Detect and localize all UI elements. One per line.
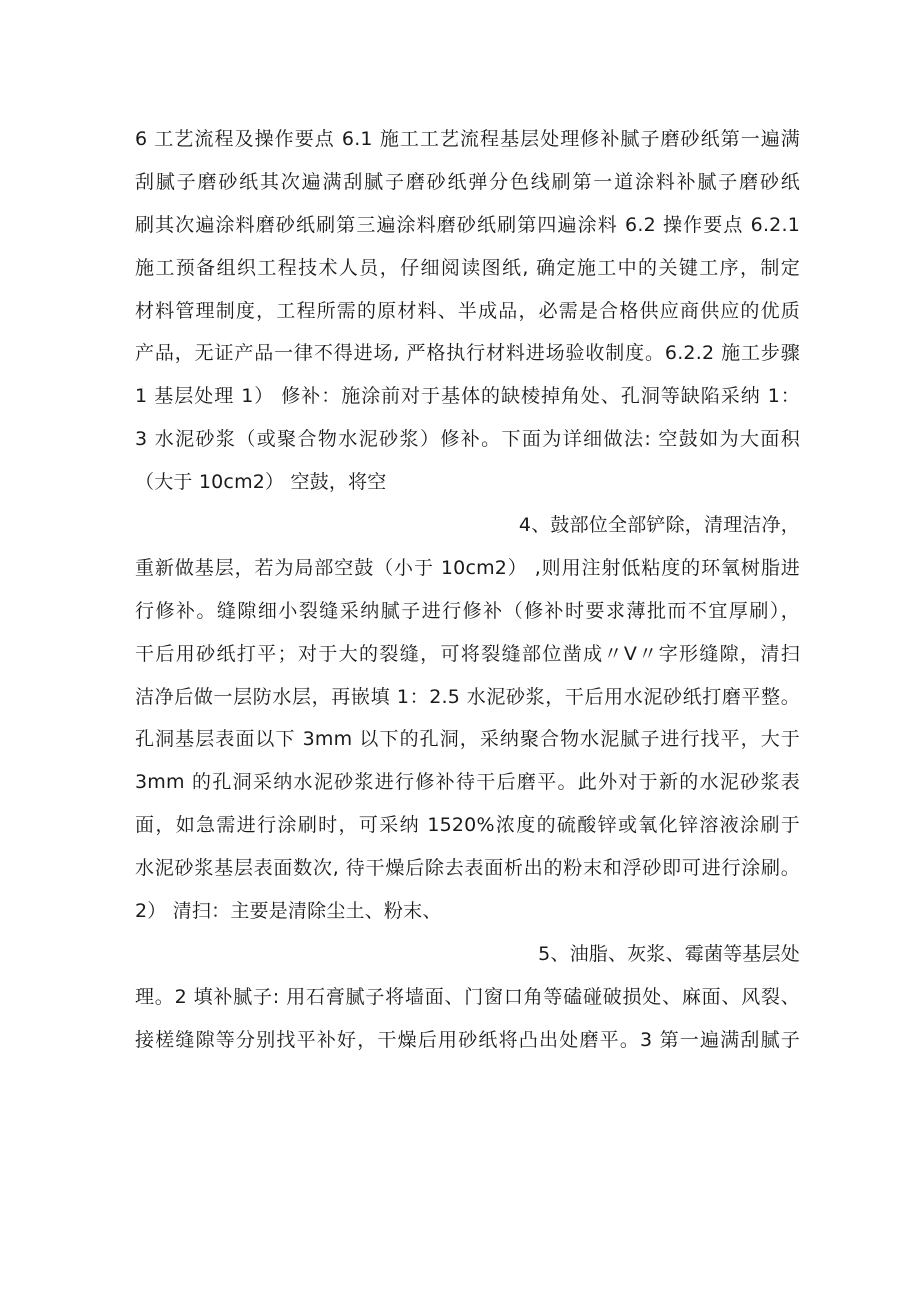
text-line: 面，如急需进行涂刷时，可采纳 1520%浓度的硫酸锌或氧化锌溶液涂刷于 xyxy=(135,814,800,837)
text-line: 刷其次遍涂料磨砂纸刷第三遍涂料磨砂纸刷第四遍涂料 6.2 操作要点 6.2.1 xyxy=(135,213,800,236)
text-line: 重新做基层，若为局部空鼓（小于 10cm2） ,则用注射低粘度的环氧树脂进 xyxy=(135,556,800,579)
text-line: 3 水泥砂浆（或聚合物水泥砂浆）修补。下面为详细做法: 空鼓如为大面积 xyxy=(135,428,800,451)
document-body xyxy=(135,118,800,1062)
text-line: 施工预备组织工程技术人员，仔细阅读图纸, 确定施工中的关键工序，制定 xyxy=(135,256,800,279)
text-line: 接槎缝隙等分别找平补好，干燥后用砂纸将凸出处磨平。3 第一遍满刮腻子 xyxy=(135,1028,800,1051)
text-line: 3mm 的孔洞采纳水泥砂浆进行修补待干后磨平。此外对于新的水泥砂浆表 xyxy=(135,771,800,794)
text-line: 2） 清扫：主要是清除尘土、粉末、 xyxy=(135,900,442,923)
text-line: 理。2 填补腻子: 用石膏腻子将墙面、门窗口角等磕碰破损处、麻面、风裂、 xyxy=(135,985,800,1008)
text-line: 材料管理制度，工程所需的原材料、半成品，必需是合格供应商供应的优质 xyxy=(135,299,800,322)
text-line: 水泥砂浆基层表面数次, 待干燥后除去表面析出的粉末和浮砂即可进行涂刷。 xyxy=(135,857,800,880)
text-line: 6 工艺流程及操作要点 6.1 施工工艺流程基层处理修补腻子磨砂纸第一遍满 xyxy=(135,128,800,150)
text-line: （大于 10cm2） 空鼓，将空 xyxy=(135,471,387,494)
text-line: 刮腻子磨砂纸其次遍满刮腻子磨砂纸弹分色线刷第一道涂料补腻子磨砂纸 xyxy=(135,170,800,193)
text-line: 4、鼓部位全部铲除，清理洁净， xyxy=(518,514,800,537)
text-line: 产品，无证产品一律不得进场, 严格执行材料进场验收制度。6.2.2 施工步骤 xyxy=(135,342,800,365)
text-line: 干后用砂纸打平；对于大的裂缝，可将裂缝部位凿成〃V〃字形缝隙，清扫 xyxy=(135,642,800,665)
text-line: 洁净后做一层防水层，再嵌填 1：2.5 水泥砂浆，干后用水泥砂纸打磨平整。 xyxy=(135,685,800,708)
text-line: 5、油脂、灰浆、霉菌等基层处 xyxy=(538,942,800,965)
text-line: 行修补。缝隙细小裂缝采纳腻子进行修补（修补时要求薄批而不宜厚刷）， xyxy=(135,599,800,622)
text-line: 孔洞基层表面以下 3mm 以下的孔洞，采纳聚合物水泥腻子进行找平，大于 xyxy=(135,728,800,751)
text-line: 1 基层处理 1） 修补：施涂前对于基体的缺棱掉角处、孔洞等缺陷采纳 1： xyxy=(135,385,800,408)
